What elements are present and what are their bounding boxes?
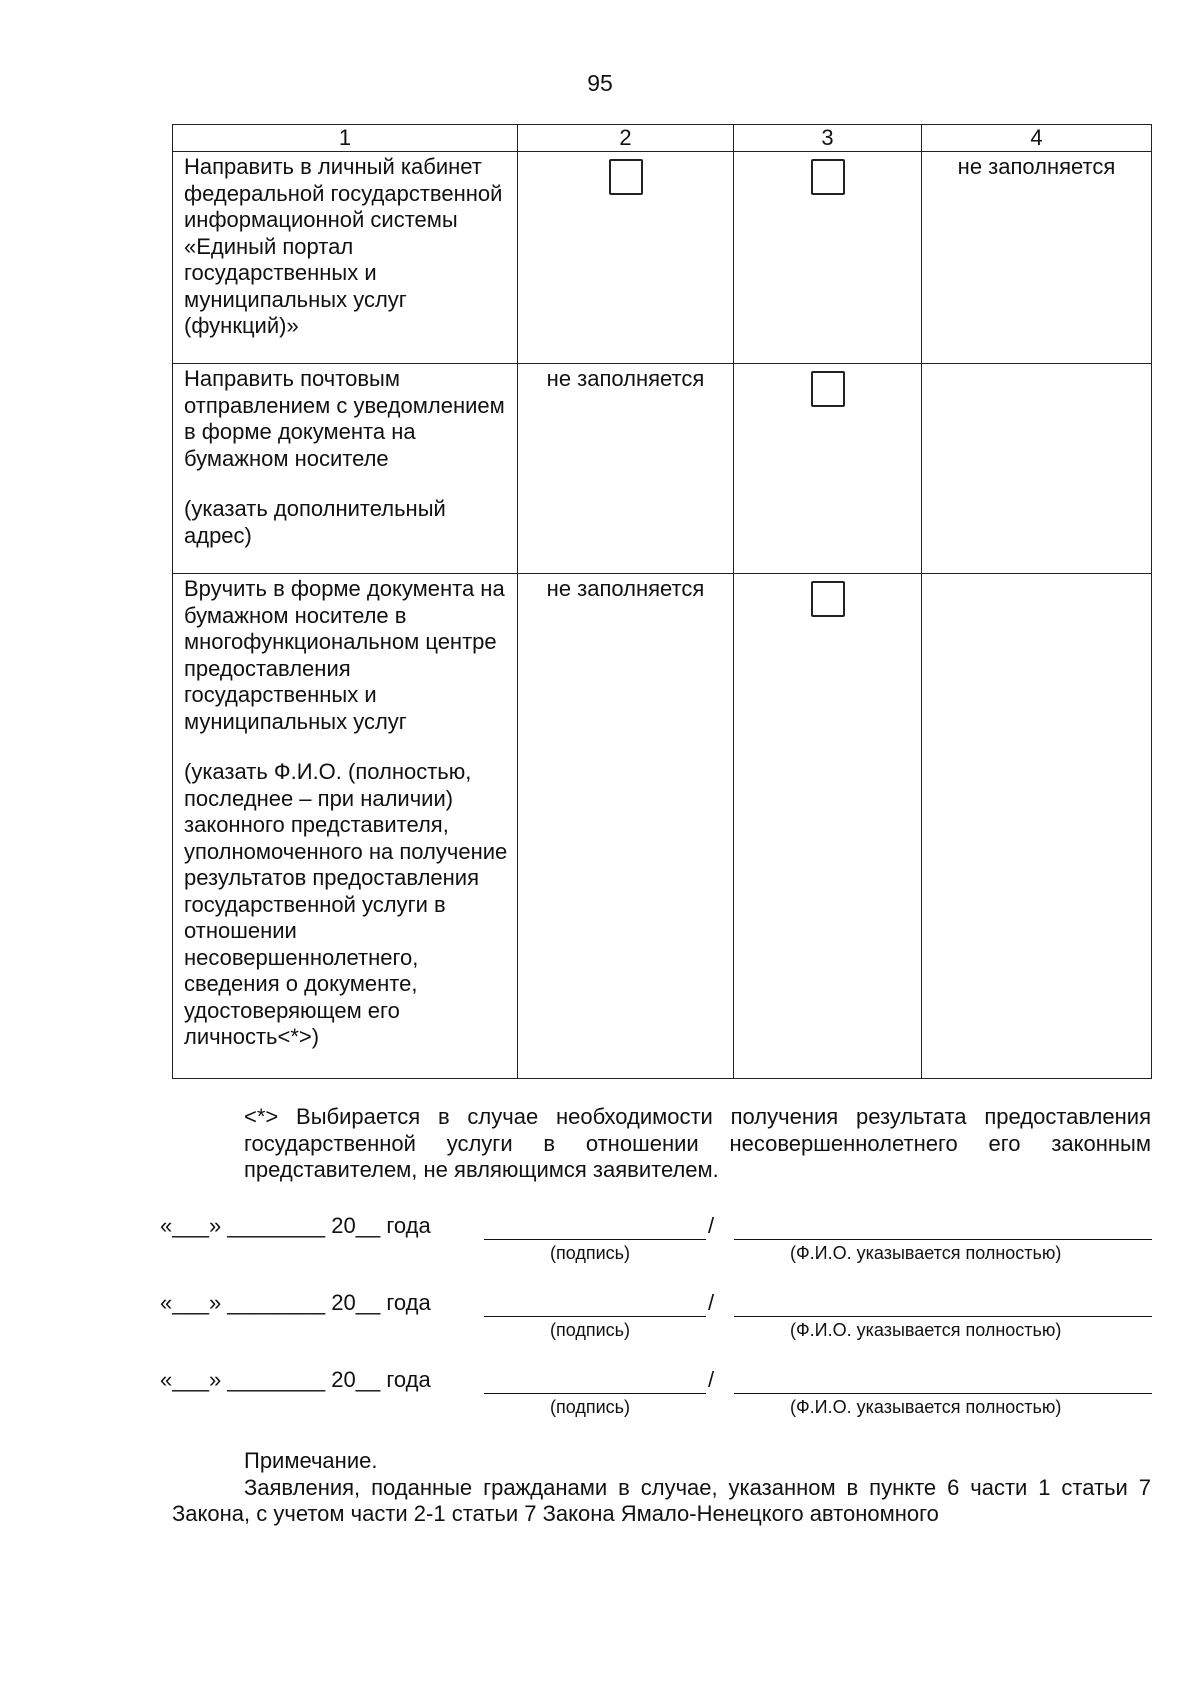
col3-cell <box>734 574 922 1079</box>
signature-row <box>160 1290 1160 1340</box>
date-field[interactable]: «___» ________ 20__ года <box>160 1290 431 1315</box>
remark-section <box>172 1448 1151 1528</box>
column-header: 3 <box>734 125 922 152</box>
method-text: Направить в личный кабинет федеральной государственной информационной системы «Единый портал государственных и муниципальных услуг (функций)» <box>184 154 503 338</box>
not-filled-text: не заполняется <box>546 366 705 391</box>
signature-caption: (подпись) <box>550 1320 631 1340</box>
table-header-row <box>173 125 1152 152</box>
method-text: Вручить в форме документа на бумажном носителе в многофункциональном центре предоставления государственных и муниципальных услуг <box>184 576 505 734</box>
column-header: 2 <box>518 125 734 152</box>
signature-row <box>160 1213 1160 1263</box>
full-name-line[interactable] <box>734 1393 1152 1394</box>
footnote-text: <*> Выбирается в случае необходимости получения результата предоставления государственной услуги в отношении несовершеннолетнего его законным представителем, не являющимся заявителем. <box>244 1104 1151 1182</box>
signature-line[interactable] <box>484 1239 706 1240</box>
full-name-caption: (Ф.И.О. указывается полностью) <box>790 1320 1062 1340</box>
signature-caption: (подпись) <box>550 1397 631 1417</box>
checkbox[interactable] <box>811 371 845 407</box>
table-row <box>173 364 1152 574</box>
slash-separator: / <box>708 1213 715 1238</box>
remark-title: Примечание. <box>244 1448 378 1473</box>
not-filled-text: не заполняется <box>957 154 1116 179</box>
col4-cell <box>922 574 1152 1079</box>
method-note: (указать дополнительный адрес) <box>184 496 446 548</box>
table-row <box>173 152 1152 364</box>
full-name-caption: (Ф.И.О. указывается полностью) <box>790 1397 1062 1417</box>
col4-cell <box>922 364 1152 574</box>
signature-caption: (подпись) <box>550 1243 631 1263</box>
signature-row <box>160 1367 1160 1417</box>
method-cell <box>173 152 518 364</box>
col3-cell <box>734 364 922 574</box>
page-number: 95 <box>587 70 613 96</box>
date-field[interactable]: «___» ________ 20__ года <box>160 1367 431 1392</box>
slash-separator: / <box>708 1367 715 1392</box>
method-text: Направить почтовым отправлением с уведомлением в форме документа на бумажном носителе <box>184 366 505 471</box>
column-header: 4 <box>922 125 1152 152</box>
delivery-method-table <box>172 124 1152 1079</box>
full-name-caption: (Ф.И.О. указывается полностью) <box>790 1243 1062 1263</box>
full-name-line[interactable] <box>734 1239 1152 1240</box>
col3-cell <box>734 152 922 364</box>
col2-cell <box>518 364 734 574</box>
method-cell <box>173 364 518 574</box>
col2-cell <box>518 152 734 364</box>
footnote <box>172 1104 1151 1184</box>
signature-line[interactable] <box>484 1316 706 1317</box>
full-name-line[interactable] <box>734 1316 1152 1317</box>
checkbox[interactable] <box>609 159 643 195</box>
signature-line[interactable] <box>484 1393 706 1394</box>
date-field[interactable]: «___» ________ 20__ года <box>160 1213 431 1238</box>
slash-separator: / <box>708 1290 715 1315</box>
method-note: (указать Ф.И.О. (полностью, последнее – при наличии) законного представителя, уполномоченного на получение результатов предоставления государственной услуги в отношении несовершеннолетнего, сведения о документе, удостоверяющем его личность<*>) <box>184 759 508 1049</box>
col2-cell <box>518 574 734 1079</box>
col4-cell <box>922 152 1152 364</box>
not-filled-text: не заполняется <box>546 576 705 601</box>
checkbox[interactable] <box>811 581 845 617</box>
remark-body: Заявления, поданные гражданами в случае, указанном в пункте 6 части 1 статьи 7 Закона, с учетом части 2-1 статьи 7 Закона Ямало-Ненецкого автономного <box>172 1474 1151 1526</box>
table-row <box>173 574 1152 1079</box>
column-header: 1 <box>173 125 518 152</box>
checkbox[interactable] <box>811 159 845 195</box>
method-cell <box>173 574 518 1079</box>
